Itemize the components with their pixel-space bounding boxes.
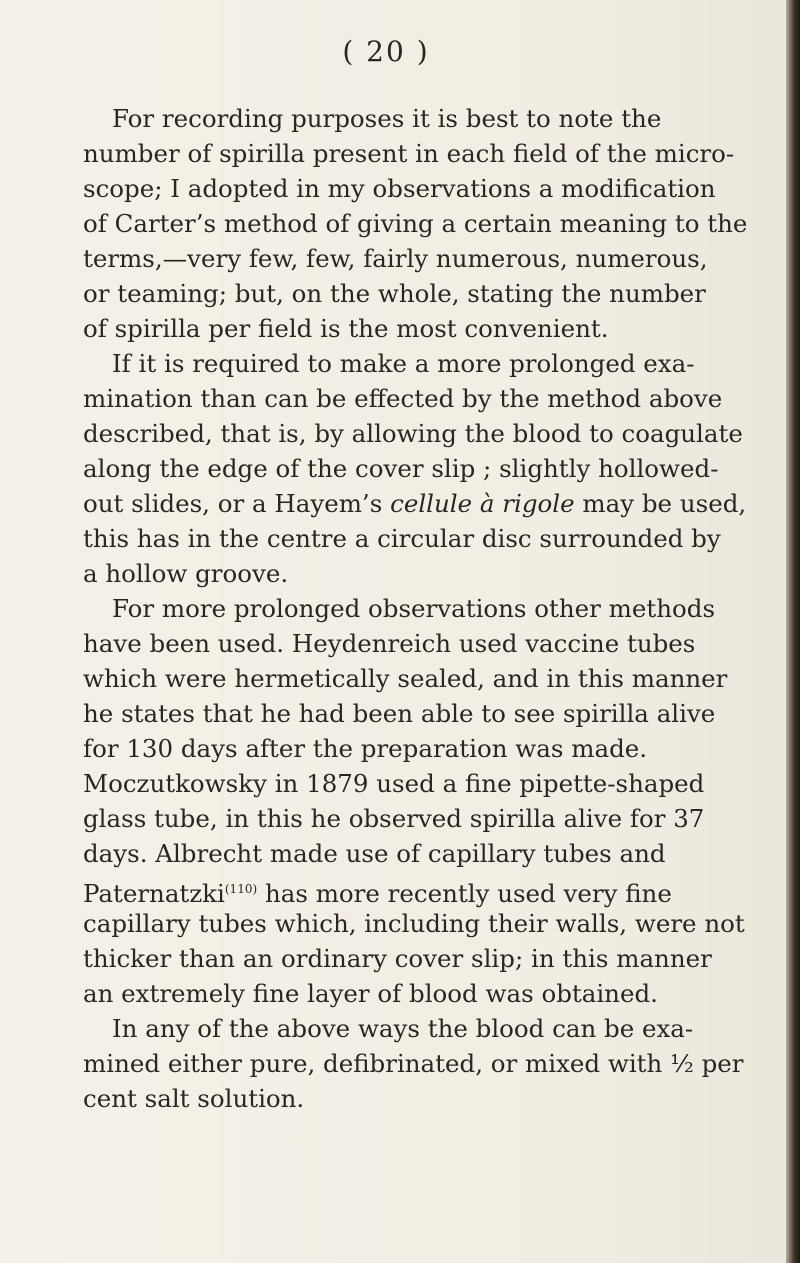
text-line xyxy=(83,489,746,519)
text-line: of spirilla per field is the most convenient. xyxy=(83,314,609,343)
text-line: thicker than an ordinary cover slip; in this manner xyxy=(83,944,712,973)
text-line xyxy=(83,874,672,909)
text-line: this has in the centre a circular disc surrounded by xyxy=(83,524,721,553)
text-line: terms,—very few, few, fairly numerous, numerous, xyxy=(83,244,708,273)
text-run: out slides, or a Hayem’s xyxy=(83,489,383,518)
text-line: described, that is, by allowing the blood to coagulate xyxy=(83,419,743,448)
text-line: cent salt solution. xyxy=(83,1084,305,1113)
text-line: capillary tubes which, including their walls, were not xyxy=(83,909,745,938)
text-line: In any of the above ways the blood can be exa- xyxy=(112,1014,694,1043)
text-line: scope; I adopted in my observations a modification xyxy=(83,174,716,203)
text-line: mination than can be effected by the method above xyxy=(83,384,723,413)
text-line: Moczutkowsky in 1879 used a fine pipette-shaped xyxy=(83,769,705,798)
text-line: an extremely fine layer of blood was obtained. xyxy=(83,979,658,1008)
italic-phrase: cellule à rigole xyxy=(390,489,575,518)
text-line: number of spirilla present in each field of the micro- xyxy=(83,139,735,168)
text-line: days. Albrecht made use of capillary tubes and xyxy=(83,839,666,868)
text-line: For recording purposes it is best to note the xyxy=(112,104,662,133)
text-line: or teaming; but, on the whole, stating the number xyxy=(83,279,706,308)
text-line: have been used. Heydenreich used vaccine tubes xyxy=(83,629,696,658)
text-line: glass tube, in this he observed spirilla alive for 37 xyxy=(83,804,705,833)
text-run: may be used, xyxy=(582,489,747,518)
text-line: For more prolonged observations other methods xyxy=(112,594,716,623)
text-line: he states that he had been able to see spirilla alive xyxy=(83,699,716,728)
text-line: mined either pure, defibrinated, or mixed with ½ per xyxy=(83,1049,744,1078)
page-edge-shadow xyxy=(786,0,800,1263)
text-line: of Carter’s method of giving a certain meaning to the xyxy=(83,209,748,238)
text-run: has more recently used very fine xyxy=(264,879,672,908)
text-run: Paternatzki xyxy=(83,879,225,908)
text-line: If it is required to make a more prolonged exa- xyxy=(112,349,695,378)
text-line: along the edge of the cover slip ; slightly hollowed- xyxy=(83,454,719,483)
text-line: a hollow groove. xyxy=(83,559,289,588)
text-line: which were hermetically sealed, and in this manner xyxy=(83,664,728,693)
page-number: ( 20 ) xyxy=(342,35,430,68)
reference-marker: (110) xyxy=(224,882,258,896)
text-line: for 130 days after the preparation was made. xyxy=(83,734,648,763)
